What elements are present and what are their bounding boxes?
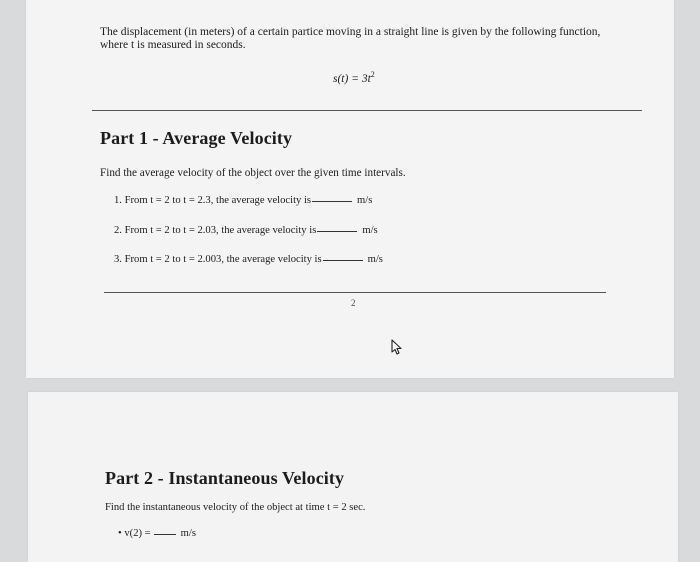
formula-exponent: 2 (370, 70, 375, 79)
answer-blank[interactable] (312, 201, 352, 202)
question-text: v(2) = (124, 528, 151, 539)
part-1-instruction: Find the average velocity of the object over the given time intervals. (100, 167, 406, 179)
question-text: From t = 2 to t = 2.03, the average velocity is (124, 225, 317, 236)
unit-label: m/s (362, 225, 378, 236)
question-number: 3. (114, 254, 122, 265)
question-text: From t = 2 to t = 2.3, the average velocity is (124, 195, 312, 206)
page-2 (28, 392, 678, 562)
divider (92, 110, 642, 111)
question-number: 1. (114, 195, 122, 206)
question-text: From t = 2 to t = 2.003, the average velocity is (124, 254, 322, 265)
formula-lhs: s(t) = 3t (333, 72, 371, 85)
page-1 (26, 0, 674, 378)
question-item (114, 225, 378, 236)
page-number: 2 (351, 298, 356, 308)
part-2-instruction: Find the instantaneous velocity of the object at time t = 2 sec. (105, 502, 366, 513)
mouse-cursor-icon (389, 338, 403, 356)
answer-blank[interactable] (323, 260, 363, 261)
bullet: • (118, 528, 122, 539)
unit-label: m/s (367, 254, 383, 265)
answer-blank[interactable] (317, 231, 357, 232)
displacement-formula (333, 70, 375, 85)
intro-line-2: where t is measured in seconds. (100, 39, 246, 51)
question-item (118, 528, 196, 539)
unit-label: m/s (357, 195, 373, 206)
intro-line-1: The displacement (in meters) of a certain partice moving in a straight line is given by the following function, (100, 26, 601, 38)
divider (104, 292, 606, 293)
part-2-title: Part 2 - Instantaneous Velocity (105, 468, 345, 488)
unit-label: m/s (180, 528, 196, 539)
part-1-title: Part 1 - Average Velocity (100, 128, 293, 148)
answer-blank[interactable] (154, 534, 176, 535)
intro-text (100, 26, 640, 52)
question-number: 2. (114, 225, 122, 236)
question-item (114, 254, 383, 265)
question-item (114, 195, 372, 206)
